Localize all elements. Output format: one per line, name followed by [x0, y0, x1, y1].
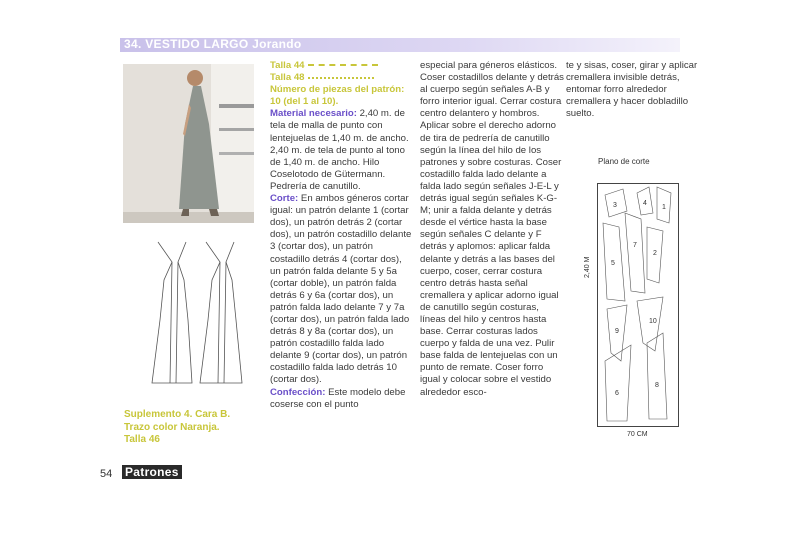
size-48: Talla 48	[270, 72, 305, 84]
magazine-logo: Patrones	[122, 465, 182, 479]
model-photo	[123, 64, 254, 223]
piece-number-label: 2	[653, 250, 657, 257]
cutting-plan-diagram	[597, 183, 679, 427]
fabric-outline	[598, 184, 679, 427]
cutting-plan-title: Plano de corte	[598, 157, 650, 166]
piece-number-label: 9	[615, 328, 619, 335]
text-column-3	[566, 60, 708, 120]
piece-number-label: 10	[649, 318, 657, 325]
piece-number-label: 3	[613, 202, 617, 209]
model-photo-illustration	[123, 64, 254, 223]
text-column-2	[420, 60, 564, 399]
piece-number-label: 5	[611, 260, 615, 267]
page-number: 54	[100, 468, 113, 480]
corte-text: En ambos géneros cortar igual: un patrón delante 1 (cortar dos), un patrón detrás 2 (cortar dos), un patrón costadillo delante 3 (cortar dos), un patrón costadillo detrás 4 (cortar dos), un patrón falda delante 5 y 5a (cortar doble), un patrón falda detrás 6 y 6a (cortar dos), un patrón falda lado delante 7 y 7a (cortar dos), un patrón falda lado detrás 8 y 8a (cortar dos), un patrón costadillo falda lado delante 9 (cortar dos), un patrón costadillo falda lado detrás 10 (cortar dos).	[270, 193, 412, 386]
size-48-line	[308, 77, 374, 79]
corte-heading: Corte:	[270, 193, 299, 205]
caption-line-1: Suplemento 4. Cara B.	[124, 409, 231, 420]
caption-line-3: Talla 46	[124, 434, 160, 445]
article-title: 34. VESTIDO LARGO Jorando	[124, 37, 302, 51]
instructions-continued: te y sisas, coser, girar y aplicar cremallera invisible detrás, entomar forro alrededor cremallera y hacer dobladillo suelto.	[566, 60, 698, 120]
instructions-text: especial para géneros elásticos. Coser costadillos delante y detrás al cuerpo según señales A-B y forro interior igual. Cerrar costura centro delantero y hombros. Aplicar sobre el derecho adorno de tira de pedrería de canutillo según la línea del hilo de los patrones y sobre costuras. Coser costadillo falda lado delante a falda lado según señales J-E-L y detrás igual según señales K-G-M; unir a falda delante y detrás desde el vértice hasta la base según señales C delante y F detrás y aplomos: aplicar falda delante y detrás a las bases del cuerpo, coser, cerrar costura centro detrás hasta señal cremallera y aplicar adorno igual de canutillo según costuras, líneas del hilo y centros hasta base. Cerrar costuras lados cuerpo y falda de una vez. Pulir base falda de lentejuelas con un punto de remate. Coser forro igual y colocar sobre el vestido alrededor esco-	[420, 60, 564, 398]
cutting-plan-height: 2,40 M	[584, 256, 591, 278]
material-text: 2,40 m. de tela de malla de punto con lentejuelas de 1,40 m. de ancho. 2,40 m. de tela de punto al tono de 1,40 m. de ancho. Hilo Coselotodo de Gütermann. Pedrería de canutillo.	[270, 108, 409, 192]
piece-number-label: 1	[662, 204, 666, 211]
size-44: Talla 44	[270, 60, 305, 71]
material-heading: Material necesario:	[270, 108, 357, 120]
piece-number-label: 4	[643, 200, 647, 207]
piece-7-shape	[625, 213, 645, 293]
piece-number-label: 7	[633, 242, 637, 249]
piece-6-shape	[605, 345, 631, 421]
caption-line-2: Trazo color Naranja.	[124, 421, 220, 433]
cutting-plan-width: 70 CM	[627, 431, 648, 438]
pieces-count: Número de piezas del patrón: 10 (del 1 al 10).	[270, 84, 405, 108]
confeccion-text: Este modelo debe coserse con el punto	[270, 386, 406, 410]
piece-number-label: 8	[655, 382, 659, 389]
piece-8-shape	[647, 333, 667, 419]
piece-number-label: 6	[615, 390, 619, 397]
supplement-caption	[124, 409, 230, 447]
dress-technical-sketch	[150, 240, 245, 385]
confeccion-heading: Confección:	[270, 386, 326, 398]
size-44-line	[308, 64, 378, 66]
text-column-1	[270, 60, 412, 411]
